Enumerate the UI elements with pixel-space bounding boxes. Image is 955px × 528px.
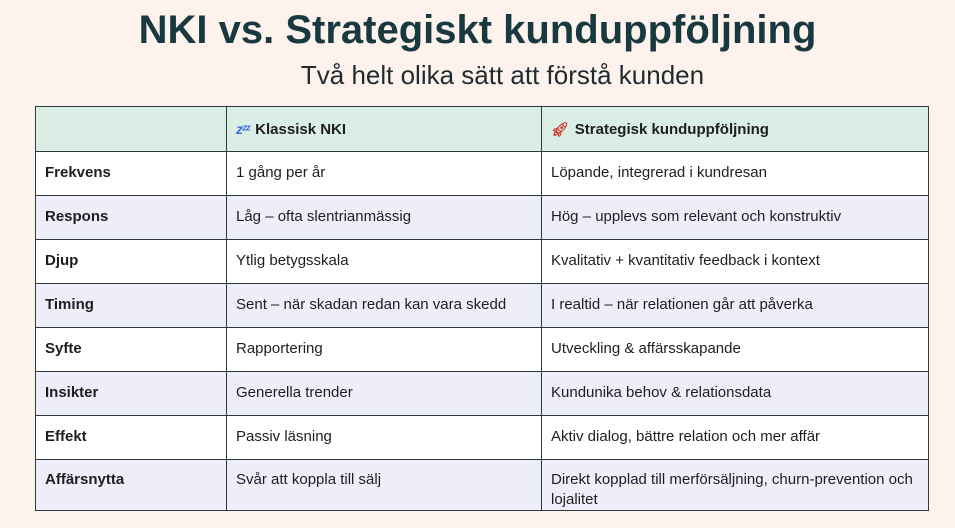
row-label: Affärsnytta — [36, 460, 227, 511]
header-cell-classic — [227, 107, 542, 152]
header-classic-label: Klassisk NKI — [255, 120, 347, 138]
strategic-cell: I realtid – när relationen går att påverka — [542, 284, 929, 328]
page-title: NKI vs. Strategiskt kunduppföljning — [138, 8, 817, 52]
strategic-cell: Hög – upplevs som relevant och konstruktiv — [542, 196, 929, 240]
table-row — [36, 152, 929, 196]
classic-cell: Svår att koppla till sälj — [227, 460, 542, 511]
classic-cell: Passiv läsning — [227, 416, 542, 460]
strategic-cell: Aktiv dialog, bättre relation och mer affär — [542, 416, 929, 460]
sleeping-zzz-icon: zᶻᶻ — [236, 120, 250, 137]
header-cell-strategic — [542, 107, 929, 152]
table-row — [36, 240, 929, 284]
row-label: Effekt — [36, 416, 227, 460]
table-row — [36, 460, 929, 511]
row-label: Djup — [36, 240, 227, 284]
table-row — [36, 196, 929, 240]
strategic-cell: Löpande, integrerad i kundresan — [542, 152, 929, 196]
header-cell-empty — [36, 107, 227, 152]
row-label: Insikter — [36, 372, 227, 416]
strategic-cell: Kundunika behov & relationsdata — [542, 372, 929, 416]
table-row — [36, 372, 929, 416]
header-strategic-label: Strategisk kunduppföljning — [574, 120, 769, 138]
classic-cell: Låg – ofta slentrianmässig — [227, 196, 542, 240]
row-label: Respons — [36, 196, 227, 240]
strategic-cell: Kvalitativ + kvantitativ feedback i kontext — [542, 240, 929, 284]
strategic-cell: Direkt kopplad till merförsäljning, churn-prevention och lojalitet — [542, 460, 929, 511]
row-label: Syfte — [36, 328, 227, 372]
classic-cell: Ytlig betygsskala — [227, 240, 542, 284]
comparison-table — [35, 106, 929, 511]
classic-cell: Rapportering — [227, 328, 542, 372]
classic-cell: 1 gång per år — [227, 152, 542, 196]
strategic-cell: Utveckling & affärsskapande — [542, 328, 929, 372]
page-subtitle: Två helt olika sätt att förstå kunden — [300, 60, 705, 90]
rocket-icon: 🚀︎ — [551, 120, 569, 137]
classic-cell: Generella trender — [227, 372, 542, 416]
row-label: Timing — [36, 284, 227, 328]
row-label: Frekvens — [36, 152, 227, 196]
table-row — [36, 284, 929, 328]
classic-cell: Sent – när skadan redan kan vara skedd — [227, 284, 542, 328]
table-row — [36, 328, 929, 372]
table-row — [36, 416, 929, 460]
table-header-row — [36, 107, 929, 152]
